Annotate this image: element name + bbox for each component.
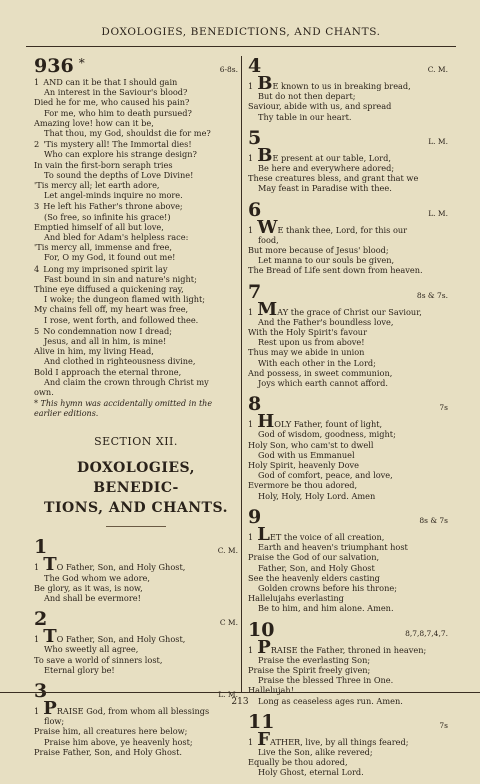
verse-line: Joys which earth cannot afford. <box>258 378 389 389</box>
verse-line: Praise Father, Son, and Holy Ghost. <box>34 746 182 757</box>
verse-line: Let manna to our souls be given, <box>258 255 395 266</box>
verse <box>248 144 448 194</box>
verse-line: Praise him above, ye heavenly host; <box>44 736 193 747</box>
footnote-marker: * <box>78 56 85 70</box>
verse-line: In vain the first-born seraph tries <box>34 159 173 170</box>
hymn-number: 5 <box>248 126 262 149</box>
verse-line: Holy, Holy, Holy Lord. Amen <box>258 490 376 501</box>
verse <box>248 523 448 614</box>
initial-letter: M <box>257 298 278 320</box>
verse-line: 'Tis mercy all; let earth adore, <box>34 180 160 191</box>
meter: 8s & 7s <box>419 515 448 525</box>
verse-number: 1 <box>248 736 254 747</box>
doxology-2 <box>34 609 238 675</box>
line-text: O Father, Son, and Holy Ghost, <box>56 562 186 573</box>
line-text: No condemnation now I dread; <box>43 325 172 336</box>
verse-line: Who sweetly all agree, <box>44 644 139 655</box>
hymn-header <box>248 620 448 640</box>
verse-number: 4 <box>34 263 40 274</box>
verses <box>34 77 238 397</box>
line-text: ET the voice of all creation, <box>269 531 385 542</box>
hymn-header <box>248 507 448 527</box>
meter: L. M. <box>218 689 238 699</box>
line-text: RAISE the Father, throned in heaven; <box>270 644 427 655</box>
column-divider <box>241 56 242 692</box>
verse-number: 1 <box>248 531 254 542</box>
verse-line: My chains fell off, my heart was free, <box>34 304 189 315</box>
doxology-9 <box>248 507 448 614</box>
verse-line <box>248 636 448 658</box>
hymn-header <box>248 200 448 220</box>
verse-line: See the heavenly elders casting <box>248 572 380 583</box>
verse-line <box>34 554 238 576</box>
verse-line: Praise the blessed Three in One. <box>258 675 394 686</box>
meter: 6-8s. <box>219 65 238 74</box>
verse-line: Be to him, and him alone. Amen. <box>258 603 394 614</box>
meter: C M. <box>219 618 238 628</box>
verse-line: For, O my God, it found out me! <box>44 252 176 263</box>
verse-line: And the Father's boundless love, <box>258 316 394 327</box>
meter: 7s <box>439 720 448 730</box>
hymn-number: 10 <box>248 618 275 641</box>
hymn-number: 4 <box>248 55 262 77</box>
verse-line: These creatures bless, and grant that we <box>248 173 419 184</box>
doxology-5 <box>248 128 448 194</box>
doxology-6 <box>248 200 448 276</box>
verse-line <box>248 73 448 94</box>
hymn-number: 6 <box>248 198 262 221</box>
verse <box>34 201 238 262</box>
line-text: ATHER, live, by all things feared; <box>270 736 409 747</box>
verse <box>248 728 448 778</box>
meter: C. M. <box>217 546 238 556</box>
verse-line: To sound the depths of Love Divine! <box>44 169 194 180</box>
verse-number: 1 <box>34 77 40 87</box>
verse-line: That thou, my God, shouldst die for me? <box>44 128 211 139</box>
doxology-4 <box>248 56 448 122</box>
hymn-number: 936 <box>34 55 74 77</box>
verse <box>34 626 238 675</box>
verse-line <box>34 264 238 274</box>
line-text: O Father, Son, and Holy Ghost, <box>56 634 186 645</box>
verse-line: Let angel-minds inquire no more. <box>44 190 183 201</box>
verse-line: Died he for me, who caused his pain? <box>34 97 190 108</box>
verse <box>34 139 238 200</box>
doxology-8 <box>248 394 448 501</box>
hymn-number: 3 <box>34 679 48 702</box>
hymn-header <box>34 537 238 557</box>
verse-line: To save a world of sinners lost, <box>34 654 163 665</box>
verse-line: And clothed in righteousness divine, <box>44 356 196 367</box>
verse-line: The God whom we adore, <box>44 572 150 583</box>
line-text: AND can it be that I should gain <box>43 77 178 87</box>
verse <box>34 77 238 138</box>
verse-line: Who can explore his strange design? <box>44 149 197 160</box>
initial-letter: P <box>257 636 271 658</box>
footnote: * This hymn was accidentally omitted in the earlier editions. <box>34 399 213 419</box>
verse-line: food, <box>258 234 279 245</box>
verse-line: With the Holy Spirit's favour <box>248 327 367 338</box>
meter: L. M. <box>428 136 448 146</box>
verse-line: Praise the Spirit freely given; <box>248 664 371 675</box>
initial-letter: T <box>43 626 57 648</box>
verse-number: 2 <box>34 139 40 150</box>
line-text: E thank thee, Lord, for this our <box>277 224 408 235</box>
verse-line: Fast bound in sin and nature's night; <box>44 273 197 284</box>
verse-line: God of comfort, peace, and love, <box>258 470 393 481</box>
verse-number: 1 <box>248 81 254 91</box>
section-title-line: TIONS, AND CHANTS. <box>44 500 228 517</box>
line-text: OLY Father, fount of light, <box>274 419 383 430</box>
verse-line: Praise the everlasting Son; <box>258 654 371 665</box>
verse-line <box>248 411 448 433</box>
verse-line <box>248 523 448 545</box>
verse-line: Hallelujahs everlasting <box>248 593 344 604</box>
initial-letter: B <box>257 144 273 166</box>
verse-number: 1 <box>248 152 254 163</box>
verse-line: own. <box>34 387 54 398</box>
hymn-header <box>248 712 448 732</box>
verse-number: 1 <box>34 562 40 573</box>
verse-line: Thine eye diffused a quickening ray, <box>34 284 184 295</box>
verse-line: Thus may we abide in union <box>248 347 365 358</box>
doxology-11 <box>248 712 448 778</box>
verse-line: flow; <box>44 716 65 727</box>
initial-letter: W <box>257 216 278 238</box>
verse-line: Emptied himself of all but love, <box>34 221 164 232</box>
verse-line <box>34 626 238 648</box>
verse-line: Golden crowns before his throne; <box>258 582 397 593</box>
hymn-number: 11 <box>248 710 275 733</box>
hymn-number: 7 <box>248 280 262 303</box>
line-text: He left his Father's throne above; <box>43 201 183 212</box>
verse-line: May feast in Paradise with thee. <box>258 183 392 194</box>
section-title <box>34 458 238 518</box>
verse-line <box>248 144 448 166</box>
verse-line: And possess, in sweet communion, <box>248 367 393 378</box>
line-text: E known to us in breaking bread, <box>272 81 411 91</box>
verse-line: Saviour, abide with us, and spread <box>248 101 392 112</box>
hymn-header <box>34 609 238 629</box>
verse-line: Long as ceaseless ages run. Amen. <box>258 695 403 706</box>
hymn-number: 9 <box>248 505 262 528</box>
verse-number: 1 <box>248 306 254 317</box>
verse-line <box>248 728 448 750</box>
doxology-1 <box>34 537 238 603</box>
verse <box>248 216 448 276</box>
hymn-header <box>248 394 448 414</box>
hymn-header <box>248 56 448 76</box>
verse-line: An interest in the Saviour's blood? <box>44 87 188 98</box>
meter: L. M. <box>428 208 448 218</box>
verse-line: But do not then depart; <box>258 91 356 102</box>
verse-line: And claim the crown through Christ my <box>44 376 209 387</box>
section-heading: SECTION XII. <box>94 435 178 449</box>
verse-line: Equally be thou adored, <box>248 757 348 768</box>
verse <box>34 326 238 397</box>
verse-number: 1 <box>34 705 40 716</box>
verse-line: Holy Son, who cam'st to dwell <box>248 439 374 450</box>
verse-line: Amazing love! how can it be, <box>34 117 154 128</box>
section-title-line: DOXOLOGIES, BENEDIC- <box>76 460 196 497</box>
page-number: 213 <box>231 697 249 707</box>
verse-line: Evermore be thou adored, <box>248 480 358 491</box>
hymn-936 <box>34 56 238 419</box>
verse <box>34 697 238 757</box>
initial-letter: H <box>257 411 275 433</box>
line-text: RAISE God, from whom all blessings <box>56 705 210 716</box>
verse <box>34 554 238 603</box>
verse-line <box>34 77 238 87</box>
initial-letter: F <box>257 728 270 750</box>
meter: 8,7,8,7,4,7. <box>405 628 448 638</box>
verse-line: Praise him, all creatures here below; <box>34 726 188 737</box>
verse-number: 3 <box>34 201 40 212</box>
verse-line: Earth and heaven's triumphant host <box>258 542 408 553</box>
running-header: DOXOLOGIES, BENEDICTIONS, AND CHANTS. <box>26 18 456 47</box>
verse-line: God of wisdom, goodness, might; <box>258 429 396 440</box>
verse-line <box>34 139 238 149</box>
verse-line: And bled for Adam's helpless race: <box>44 232 189 243</box>
left-column <box>34 56 238 763</box>
verse-line: Holy Spirit, heavenly Dove <box>248 460 359 471</box>
verse-line: For me, who him to death pursued? <box>44 107 192 118</box>
verse-number: 1 <box>248 644 254 655</box>
hymn-number: 2 <box>34 608 48 631</box>
verse-line: Alive in him, my living Head, <box>34 346 154 357</box>
line-text: Long my imprisoned spirit lay <box>43 263 168 274</box>
verse-number: 1 <box>248 419 254 430</box>
verse-line: 'Tis mercy all, immense and free, <box>34 242 172 253</box>
meter: 8s & 7s. <box>416 290 448 300</box>
hymn-number: 8 <box>248 393 262 416</box>
verse-line <box>34 326 238 336</box>
initial-letter: T <box>43 554 57 576</box>
hymn-number: 1 <box>34 536 48 559</box>
verse <box>34 264 238 325</box>
verse-line: And shall be evermore! <box>44 592 141 603</box>
verse-line: Father, Son, and Holy Ghost <box>258 562 375 573</box>
verse-line: Jesus, and all in him, is mine! <box>44 336 167 347</box>
initial-letter: P <box>43 697 57 719</box>
initial-letter: L <box>257 523 270 545</box>
verse-line: But more because of Jesus' blood; <box>248 245 389 256</box>
verse-number: 1 <box>34 634 40 645</box>
verse-line: Be glory, as it was, is now, <box>34 582 143 593</box>
line-text: E present at our table, Lord, <box>272 152 391 163</box>
verse-line: God with us Emmanuel <box>258 449 355 460</box>
verse-line: Rest upon us from above! <box>258 337 365 348</box>
doxology-7 <box>248 282 448 389</box>
verse-line: Praise the God of our salvation, <box>248 552 380 563</box>
meter: 7s <box>439 403 448 413</box>
verse-line <box>248 298 448 320</box>
verse-line: I rose, went forth, and followed thee. <box>44 314 199 325</box>
line-text: AY the grace of Christ our Saviour, <box>277 306 422 317</box>
hymn-header <box>248 282 448 302</box>
verse-line <box>248 216 448 238</box>
verse-line: Eternal glory be! <box>44 664 115 675</box>
right-column <box>248 56 448 784</box>
verse <box>248 298 448 389</box>
verse-line: (So free, so infinite his grace!) <box>44 211 171 222</box>
hymn-header <box>248 128 448 148</box>
verse <box>248 411 448 501</box>
verse-line: Live the Son, alike revered; <box>258 746 373 757</box>
rule <box>106 526 166 527</box>
verse-number: 5 <box>34 325 40 336</box>
verse-line: Be here and everywhere adored; <box>258 163 395 174</box>
verse-line: Bold I approach the eternal throne, <box>34 366 182 377</box>
meter: C. M. <box>427 65 448 74</box>
initial-letter: B <box>257 73 273 94</box>
verse-line: With each other in the Lord; <box>258 357 376 368</box>
line-text: 'Tis mystery all! The Immortal dies! <box>43 139 192 150</box>
verse <box>248 73 448 122</box>
verse-line <box>34 201 238 211</box>
verse-line: Thy table in our heart. <box>258 111 352 122</box>
verse-line: Holy Ghost, eternal Lord. <box>258 767 364 778</box>
verse-line: Hallelujah! <box>248 685 294 696</box>
verse-line: I woke; the dungeon flamed with light; <box>44 294 206 305</box>
verse-line: The Bread of Life sent down from heaven. <box>248 265 423 276</box>
verse-number: 1 <box>248 224 254 235</box>
